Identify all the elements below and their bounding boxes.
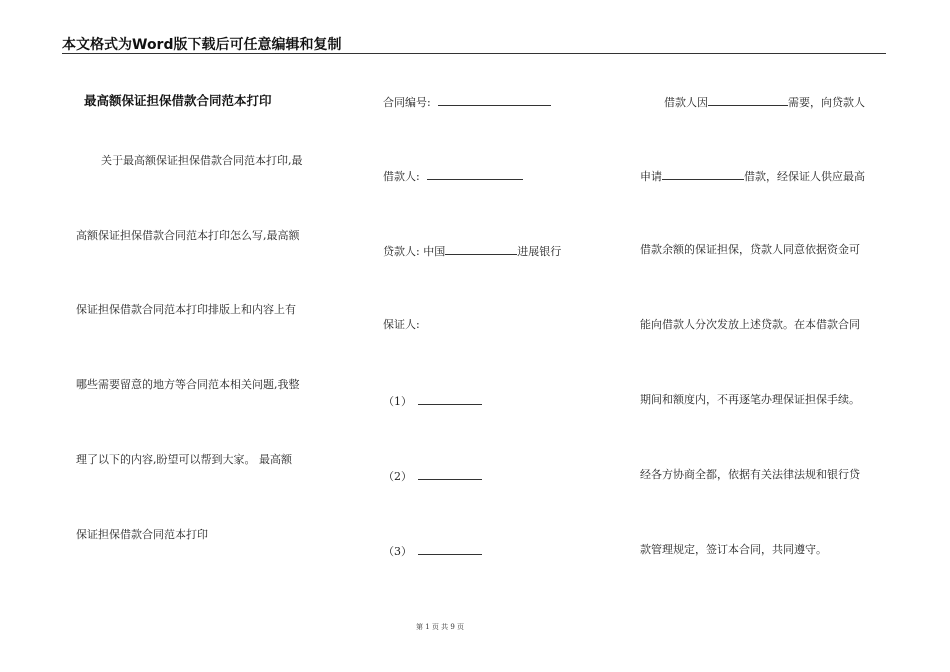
- body-line-3: 保证担保借款合同范本打印排版上和内容上有: [76, 303, 296, 316]
- lender-blank: [445, 243, 517, 255]
- document-title: 最高额保证担保借款合同范本打印: [84, 93, 272, 108]
- borrower-field: [383, 168, 523, 184]
- document-header-title: 本文格式为Word版下载后可任意编辑和复制: [62, 37, 342, 53]
- contract-number-field: [383, 94, 551, 110]
- guarantor-item-2: [383, 468, 482, 484]
- clause-line-5: 期间和额度内，不再逐笔办理保证担保手续。: [640, 393, 860, 406]
- header-divider: [62, 53, 886, 54]
- guarantor-label: 保证人:: [383, 318, 420, 331]
- contract-number-label: 合同编号:: [383, 96, 431, 109]
- lender-label: 贷款人: 中国: [383, 245, 446, 258]
- clause-text: 借款人因: [664, 96, 708, 109]
- item-blank: [418, 468, 482, 480]
- item-number: （2）: [383, 470, 412, 483]
- lender-bank-suffix: 进展银行: [517, 245, 562, 258]
- clause-line-7: 款管理规定，签订本合同，共同遵守。: [640, 543, 827, 556]
- item-number: （3）: [383, 545, 412, 558]
- clause-text: 申请: [640, 170, 662, 183]
- item-blank: [418, 543, 482, 555]
- item-number: （1）: [383, 395, 412, 408]
- contract-number-blank: [438, 94, 551, 106]
- guarantor-item-1: [383, 393, 482, 409]
- lender-field: [383, 243, 561, 259]
- borrower-blank: [427, 168, 523, 180]
- borrower-label: 借款人:: [383, 170, 420, 183]
- purpose-blank: [708, 94, 788, 106]
- body-line-1: 关于最高额保证担保借款合同范本打印,最: [101, 154, 303, 167]
- clause-line-4: 能向借款人分次发放上述贷款。在本借款合同: [640, 318, 860, 331]
- clause-line-2: [640, 168, 865, 184]
- page-number: 第 1 页 共 9 页: [415, 623, 465, 631]
- body-line-5: 理了以下的内容,盼望可以帮到大家。 最高额: [76, 453, 292, 466]
- item-blank: [418, 393, 482, 405]
- body-line-4: 哪些需要留意的地方等合同范本相关问题,我整: [76, 378, 300, 391]
- guarantor-item-3: [383, 543, 482, 559]
- body-line-2: 高额保证担保借款合同范本打印怎么写,最高额: [76, 229, 300, 242]
- clause-text: 需要，向贷款人: [788, 96, 865, 109]
- clause-text: 借款，经保证人供应最高: [744, 170, 865, 183]
- body-line-6: 保证担保借款合同范本打印: [76, 528, 208, 541]
- clause-line-1: [664, 94, 865, 110]
- amount-blank: [662, 168, 744, 180]
- clause-line-3: 借款余额的保证担保，贷款人同意依据资金可: [640, 243, 860, 256]
- clause-line-6: 经各方协商全都，依据有关法律法规和银行贷: [640, 468, 860, 481]
